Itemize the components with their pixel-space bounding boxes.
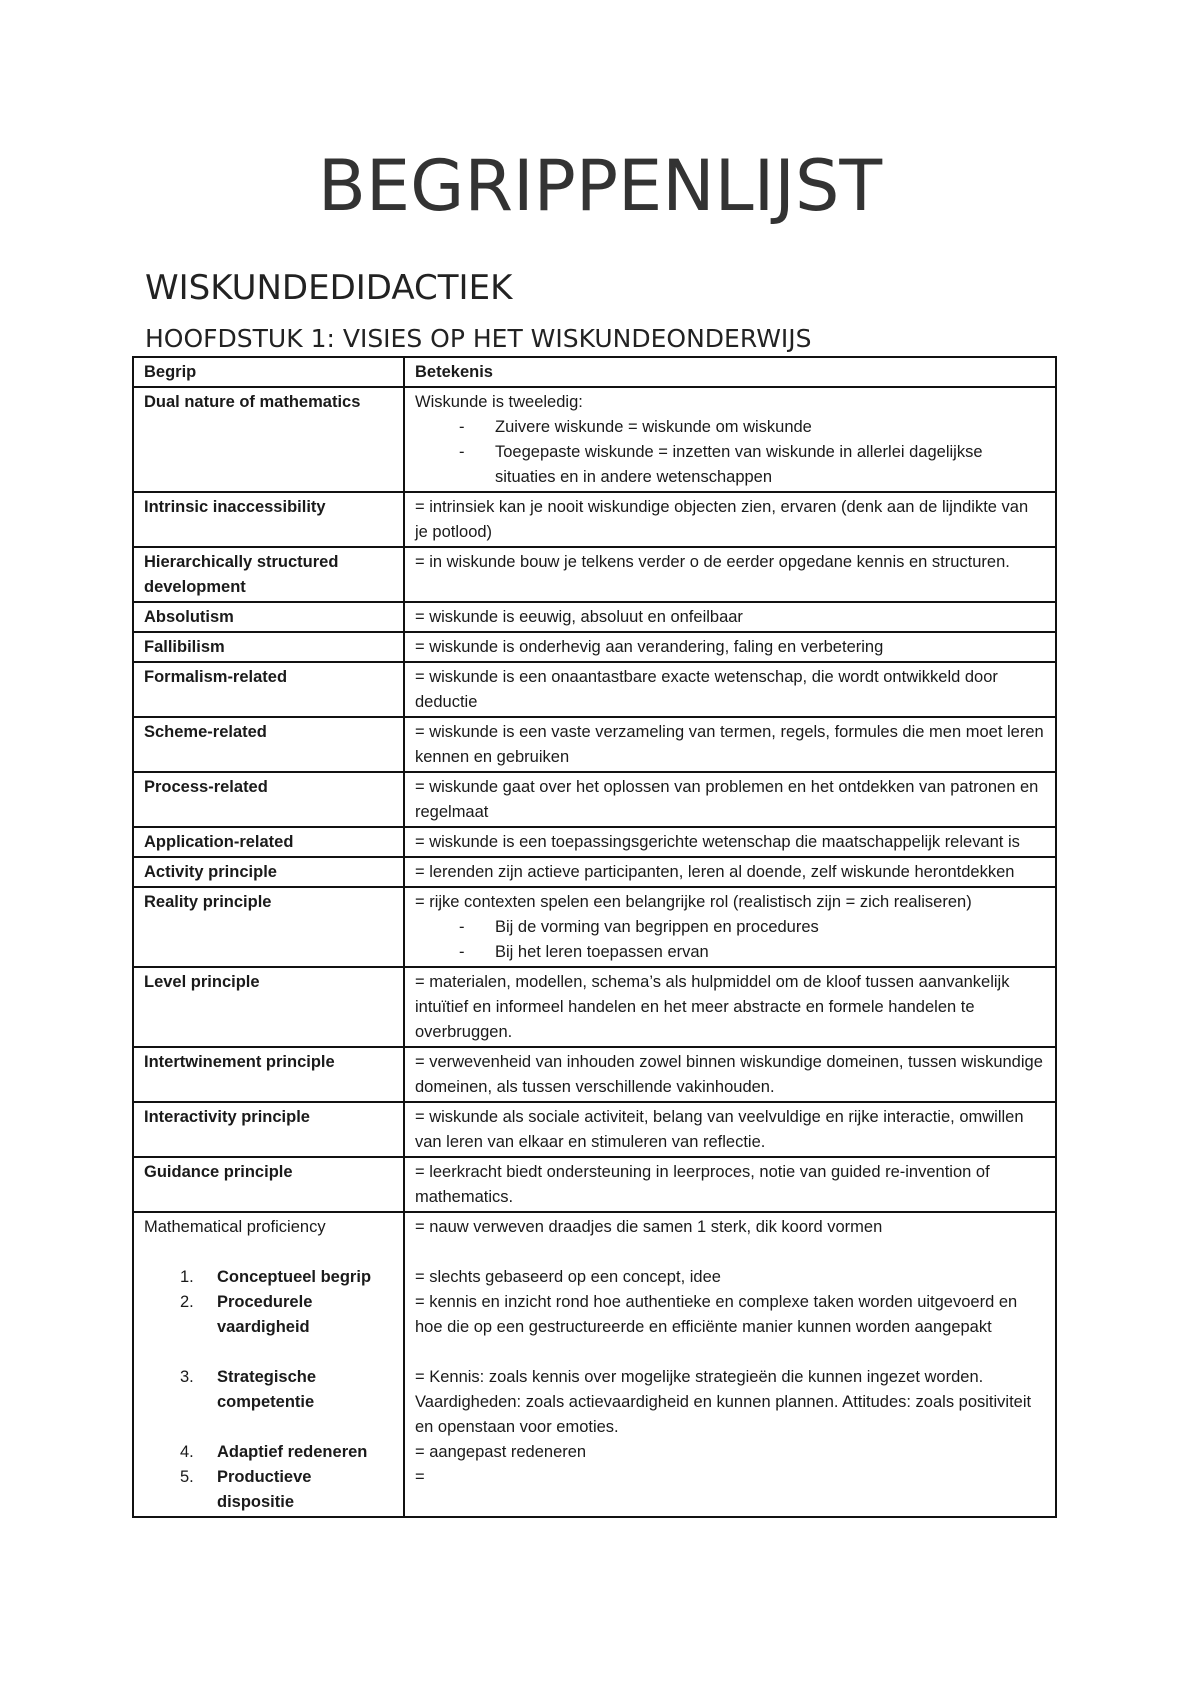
table-body xyxy=(133,387,1056,1517)
definition-text: = rijke contexten spelen een belangrijke rol (realistisch zijn = zich realiseren) xyxy=(415,893,972,911)
term-text: Scheme-related xyxy=(144,723,267,741)
column-header-begrip: Begrip xyxy=(133,357,404,387)
list-term: Strategische competentie xyxy=(217,1368,317,1411)
dash-list-item: - Bij de vorming van begrippen en procedures xyxy=(495,915,1045,940)
term-cell xyxy=(133,492,404,547)
dash-list-item: - Bij het leren toepassen ervan xyxy=(495,940,1045,965)
definition-text: = wiskunde is een onaantastbare exacte wetenschap, die wordt ontwikkeld door deductie xyxy=(415,668,998,711)
table-row xyxy=(133,662,1056,717)
list-term: Procedurele vaardigheid xyxy=(217,1293,313,1336)
term-cell xyxy=(133,387,404,492)
numbered-list-item xyxy=(144,1465,393,1515)
definition-text: = lerenden zijn actieve participanten, leren al doende, zelf wiskunde herontdekken xyxy=(415,863,1015,881)
definition-cell xyxy=(404,772,1056,827)
table-row xyxy=(133,602,1056,632)
definition-text: = wiskunde is eeuwig, absoluut en onfeilbaar xyxy=(415,608,743,626)
term-text: Fallibilism xyxy=(144,638,225,656)
term-cell xyxy=(133,772,404,827)
definition-text: = leerkracht biedt ondersteuning in leerproces, notie van guided re-invention of mathematics. xyxy=(415,1163,990,1206)
definition-text: Wiskunde is tweeledig: xyxy=(415,393,583,411)
table-row xyxy=(133,857,1056,887)
dash-list-item: - Zuivere wiskunde = wiskunde om wiskunde xyxy=(495,415,1045,440)
term-cell xyxy=(133,1212,404,1517)
list-term: Productieve dispositie xyxy=(217,1468,312,1511)
definition-text: = intrinsiek kan je nooit wiskundige objecten zien, ervaren (denk aan de lijndikte van je potlood) xyxy=(415,498,1029,541)
term-text: Intertwinement principle xyxy=(144,1053,335,1071)
definition-cell xyxy=(404,387,1056,492)
list-number: 1. xyxy=(180,1268,194,1286)
definition-cell xyxy=(404,632,1056,662)
numbered-list-item xyxy=(144,1440,393,1465)
table-row xyxy=(133,1102,1056,1157)
numbered-list-item xyxy=(144,1265,393,1290)
term-text: Dual nature of mathematics xyxy=(144,393,361,411)
term-cell xyxy=(133,1102,404,1157)
definition-text: = materialen, modellen, schema’s als hulpmiddel om de kloof tussen aanvankelijk intuïtief en informeel handelen en het meer abstracte en formele handelen te overbruggen. xyxy=(415,973,1010,1041)
list-definition: = aangepast redeneren xyxy=(415,1443,587,1461)
column-header-betekenis: Betekenis xyxy=(404,357,1056,387)
term-cell xyxy=(133,547,404,602)
term-text: Intrinsic inaccessibility xyxy=(144,498,326,516)
dash-list-item: - Toegepaste wiskunde = inzetten van wiskunde in allerlei dagelijkse situaties en in andere wetenschappen xyxy=(495,440,1045,490)
table-row xyxy=(133,1157,1056,1212)
definition-cell xyxy=(404,602,1056,632)
definition-cell xyxy=(404,717,1056,772)
term-cell xyxy=(133,632,404,662)
term-text: Formalism-related xyxy=(144,668,288,686)
table-row xyxy=(133,632,1056,662)
table-row-proficiency xyxy=(133,1212,1056,1517)
list-number: 4. xyxy=(180,1443,194,1461)
term-text: Level principle xyxy=(144,973,260,991)
list-definition: = xyxy=(415,1468,425,1486)
table-header-row xyxy=(133,357,1056,387)
table-row xyxy=(133,827,1056,857)
term-text: Hierarchically structured development xyxy=(144,553,339,596)
spacer xyxy=(415,1240,1045,1265)
numbered-list xyxy=(144,1265,393,1515)
definition-cell xyxy=(404,662,1056,717)
term-text: Activity principle xyxy=(144,863,277,881)
definition-cell xyxy=(404,1102,1056,1157)
table-row xyxy=(133,387,1056,492)
definition-cell xyxy=(404,887,1056,967)
glossary-table xyxy=(132,356,1057,1518)
definition-cell xyxy=(404,857,1056,887)
list-definition: = slechts gebaseerd op een concept, idee xyxy=(415,1268,721,1286)
term-text: Interactivity principle xyxy=(144,1108,310,1126)
table-row xyxy=(133,967,1056,1047)
term-cell xyxy=(133,887,404,967)
table-row xyxy=(133,772,1056,827)
term-text: Guidance principle xyxy=(144,1163,293,1181)
definition-text: = nauw verweven draadjes die samen 1 sterk, dik koord vormen xyxy=(415,1218,883,1236)
document-title: BEGRIPPENLIJST xyxy=(317,145,883,227)
dash-list xyxy=(415,415,1045,490)
list-term: Conceptueel begrip xyxy=(217,1268,372,1286)
definition-text: = in wiskunde bouw je telkens verder o de eerder opgedane kennis en structuren. xyxy=(415,553,1010,571)
term-cell xyxy=(133,662,404,717)
list-number: 2. xyxy=(180,1293,194,1311)
definition-text: = wiskunde als sociale activiteit, belang van veelvuldige en rijke interactie, omwillen van leren van elkaar en stimuleren van reflectie. xyxy=(415,1108,1024,1151)
term-cell xyxy=(133,717,404,772)
definition-text: = wiskunde gaat over het oplossen van problemen en het ontdekken van patronen en regelmaat xyxy=(415,778,1039,821)
list-definition: = Kennis: zoals kennis over mogelijke strategieën die kunnen ingezet worden. Vaardigheden: zoals actievaardigheid en kunnen plannen. Attitudes: zoals positiviteit en openstaan voor emoties. xyxy=(415,1368,1032,1436)
table-row xyxy=(133,492,1056,547)
term-text: Application-related xyxy=(144,833,294,851)
term-text: Reality principle xyxy=(144,893,272,911)
list-number: 5. xyxy=(180,1468,194,1486)
definition-cell xyxy=(404,1157,1056,1212)
definition-text: = wiskunde is een toepassingsgerichte wetenschap die maatschappelijk relevant is xyxy=(415,833,1020,851)
definition-cell xyxy=(404,492,1056,547)
list-definition: = kennis en inzicht rond hoe authentieke en complexe taken worden uitgevoerd en hoe die op een gestructureerde en efficiënte manier kunnen worden aangepakt xyxy=(415,1293,1018,1336)
term-cell xyxy=(133,1157,404,1212)
definition-cell xyxy=(404,967,1056,1047)
definition-cell xyxy=(404,547,1056,602)
term-cell xyxy=(133,967,404,1047)
definition-cell xyxy=(404,827,1056,857)
definition-text: = wiskunde is een vaste verzameling van termen, regels, formules die men moet leren kennen en gebruiken xyxy=(415,723,1044,766)
table-row xyxy=(133,717,1056,772)
definition-text: = wiskunde is onderhevig aan verandering, faling en verbetering xyxy=(415,638,884,656)
table-row xyxy=(133,887,1056,967)
dash-list xyxy=(415,915,1045,965)
definition-cell xyxy=(404,1047,1056,1102)
spacer xyxy=(144,1240,393,1265)
table-row xyxy=(133,1047,1056,1102)
chapter-heading: HOOFDSTUK 1: VISIES OP HET WISKUNDEONDERWIJS xyxy=(145,324,812,353)
list-term: Adaptief redeneren xyxy=(217,1443,368,1461)
term-cell xyxy=(133,857,404,887)
definition-cell xyxy=(404,1212,1056,1517)
definition-text: = verwevenheid van inhouden zowel binnen wiskundige domeinen, tussen wiskundige domeinen, als tussen verschillende vakinhouden. xyxy=(415,1053,1043,1096)
subject-heading: WISKUNDEDIDACTIEK xyxy=(145,268,513,308)
term-cell xyxy=(133,827,404,857)
term-text: Mathematical proficiency xyxy=(144,1218,326,1236)
term-text: Absolutism xyxy=(144,608,234,626)
list-number: 3. xyxy=(180,1368,194,1386)
term-cell xyxy=(133,1047,404,1102)
numbered-list-item xyxy=(144,1365,393,1440)
numbered-list-item xyxy=(144,1290,393,1365)
term-cell xyxy=(133,602,404,632)
table-row xyxy=(133,547,1056,602)
term-text: Process-related xyxy=(144,778,268,796)
